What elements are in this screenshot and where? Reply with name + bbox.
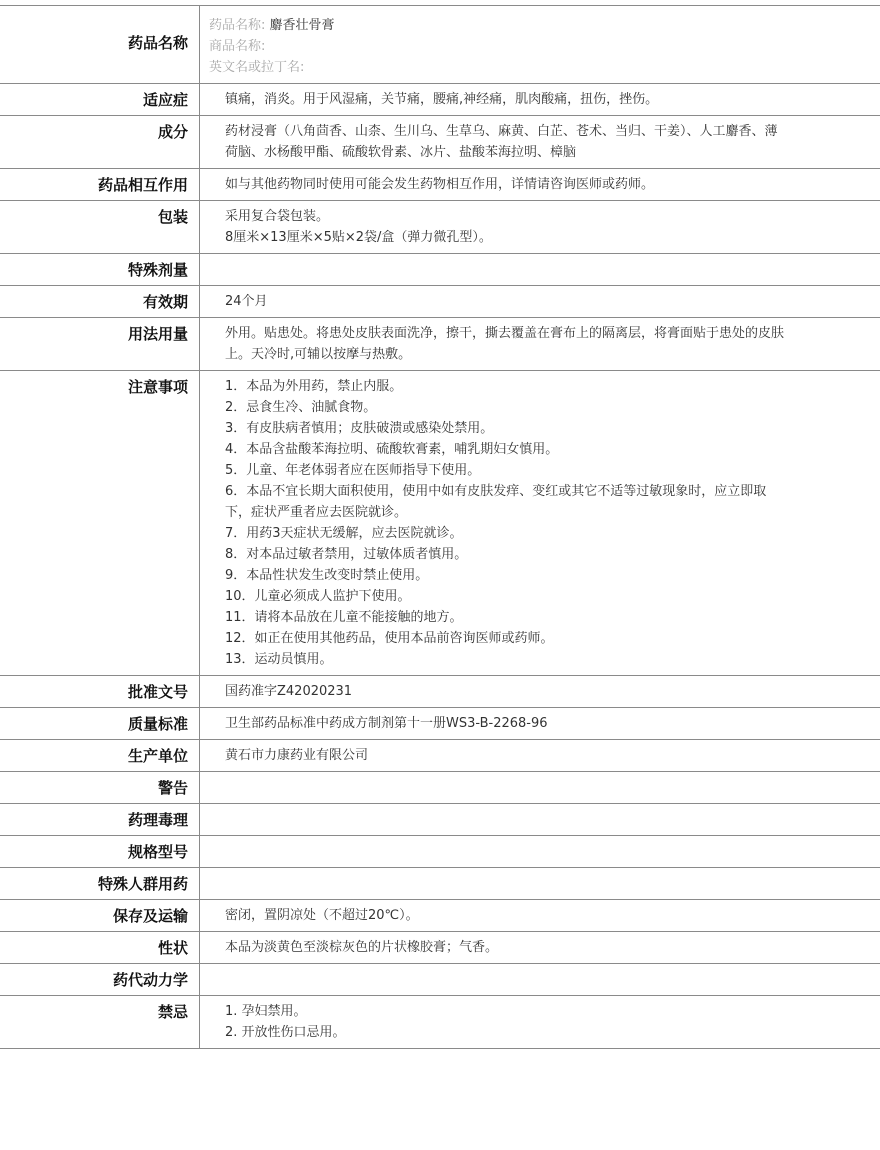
row-value [200, 318, 880, 370]
row-value [200, 996, 880, 1048]
special-dosage-row [0, 254, 880, 286]
row-value [200, 900, 880, 931]
value-line: 1．本品为外用药，禁止内服。 [225, 379, 403, 394]
row-label: 禁忌 [0, 996, 200, 1048]
row-label: 警告 [0, 772, 200, 803]
row-value [200, 371, 880, 675]
value-line: 24个月 [225, 294, 268, 309]
dosage-usage-row [0, 318, 880, 371]
row-label: 药代动力学 [0, 964, 200, 995]
specification-row [0, 836, 880, 868]
drug-interactions-row [0, 169, 880, 201]
row-label: 特殊剂量 [0, 254, 200, 285]
empty-value [225, 841, 790, 862]
ingredients-row [0, 116, 880, 169]
drug-info-table [0, 5, 880, 1049]
row-label: 性状 [0, 932, 200, 963]
row-label: 适应症 [0, 84, 200, 115]
contraindications-row [0, 996, 880, 1049]
row-label: 用法用量 [0, 318, 200, 370]
row-label: 药理毒理 [0, 804, 200, 835]
trade-name-line [209, 36, 790, 57]
drug-name-values [200, 6, 880, 83]
row-label: 质量标准 [0, 708, 200, 739]
row-value [200, 740, 880, 771]
value-line: 4．本品含盐酸苯海拉明、硫酸软膏素，哺乳期妇女慎用。 [225, 442, 559, 457]
empty-value [225, 809, 790, 830]
value-line: 本品为淡黄色至淡棕灰色的片状橡胶膏；气香。 [225, 940, 499, 955]
pharmacology-toxicology-row [0, 804, 880, 836]
value-line: 国药准字Z42020231 [225, 684, 353, 699]
row-label: 药品相互作用 [0, 169, 200, 200]
packaging-row [0, 201, 880, 254]
row-label: 生产单位 [0, 740, 200, 771]
generic-name-value: 麝香壮骨膏 [269, 18, 335, 33]
empty-value [225, 873, 790, 894]
row-label: 保存及运输 [0, 900, 200, 931]
row-value [200, 676, 880, 707]
value-line: 10．儿童必须成人监护下使用。 [225, 589, 411, 604]
english-name-caption: 英文名或拉丁名: [209, 60, 305, 75]
value-line: 13．运动员慎用。 [225, 652, 333, 667]
pharmacokinetics-row [0, 964, 880, 996]
value-line: 密闭，置阴凉处（不超过20℃）。 [225, 908, 419, 923]
generic-name-line [209, 15, 790, 36]
row-value [200, 254, 880, 285]
storage-transport-row [0, 900, 880, 932]
row-label: 包装 [0, 201, 200, 253]
row-value [200, 169, 880, 200]
row-label: 成分 [0, 116, 200, 168]
value-line: 镇痛，消炎。用于风湿痛，关节痛，腰痛,神经痛，肌肉酸痛，扭伤，挫伤。 [225, 92, 659, 107]
row-value [200, 836, 880, 867]
row-value [200, 932, 880, 963]
row-value [200, 201, 880, 253]
value-line: 12．如正在使用其他药品，使用本品前咨询医师或药师。 [225, 631, 554, 646]
value-line: 3．有皮肤病者慎用；皮肤破溃或感染处禁用。 [225, 421, 494, 436]
row-value [200, 964, 880, 995]
value-line: 药材浸膏（八角茴香、山柰、生川乌、生草乌、麻黄、白芷、苍术、当归、干姜）、人工麝香、薄荷脑、水杨酸甲酯、硫酸软骨素、冰片、盐酸苯海拉明、樟脑 [225, 124, 778, 160]
generic-name-caption: 药品名称: [209, 18, 266, 33]
special-populations-row [0, 868, 880, 900]
value-line: 采用复合袋包装。 [225, 209, 330, 224]
value-line: 2．忌食生冷、油腻食物。 [225, 400, 377, 415]
value-line: 8厘米×13厘米×5贴×2袋/盒（弹力微孔型）。 [225, 230, 492, 245]
row-value [200, 116, 880, 168]
empty-value [225, 259, 790, 280]
value-line: 8．对本品过敏者禁用，过敏体质者慎用。 [225, 547, 468, 562]
manufacturer-row [0, 740, 880, 772]
row-label: 规格型号 [0, 836, 200, 867]
row-value [200, 772, 880, 803]
precautions-row [0, 371, 880, 676]
value-line: 9．本品性状发生改变时禁止使用。 [225, 568, 429, 583]
value-line: 11．请将本品放在儿童不能接触的地方。 [225, 610, 463, 625]
description-row [0, 932, 880, 964]
approval-number-row [0, 676, 880, 708]
indications-row [0, 84, 880, 116]
value-line: 5．儿童、年老体弱者应在医师指导下使用。 [225, 463, 481, 478]
row-label: 特殊人群用药 [0, 868, 200, 899]
value-line: 2. 开放性伤口忌用。 [225, 1025, 346, 1040]
empty-value [225, 969, 790, 990]
value-line: 卫生部药品标准中药成方制剂第十一册WS3-B-2268-96 [225, 716, 548, 731]
quality-standard-row [0, 708, 880, 740]
row-label: 注意事项 [0, 371, 200, 675]
english-name-line [209, 57, 790, 78]
row-value [200, 84, 880, 115]
row-label: 有效期 [0, 286, 200, 317]
row-value [200, 286, 880, 317]
row-label: 批准文号 [0, 676, 200, 707]
row-label: 药品名称 [0, 6, 200, 83]
trade-name-caption: 商品名称: [209, 39, 266, 54]
value-line: 6．本品不宜长期大面积使用，使用中如有皮肤发痒、变红或其它不适等过敏现象时，应立即取下，症状严重者应去医院就诊。 [225, 484, 767, 520]
value-line: 外用。贴患处。将患处皮肤表面洗净，擦干，撕去覆盖在膏布上的隔离层，将膏面贴于患处的皮肤上。天冷时,可辅以按摩与热敷。 [225, 326, 785, 362]
value-line: 如与其他药物同时使用可能会发生药物相互作用，详情请咨询医师或药师。 [225, 177, 655, 192]
drug-name-row [0, 6, 880, 84]
shelf-life-row [0, 286, 880, 318]
row-value [200, 868, 880, 899]
row-value [200, 708, 880, 739]
value-line: 7．用药3天症状无缓解，应去医院就诊。 [225, 526, 463, 541]
empty-value [225, 777, 790, 798]
warning-row [0, 772, 880, 804]
value-line: 黄石市力康药业有限公司 [225, 748, 369, 763]
row-value [200, 804, 880, 835]
value-line: 1. 孕妇禁用。 [225, 1004, 307, 1019]
